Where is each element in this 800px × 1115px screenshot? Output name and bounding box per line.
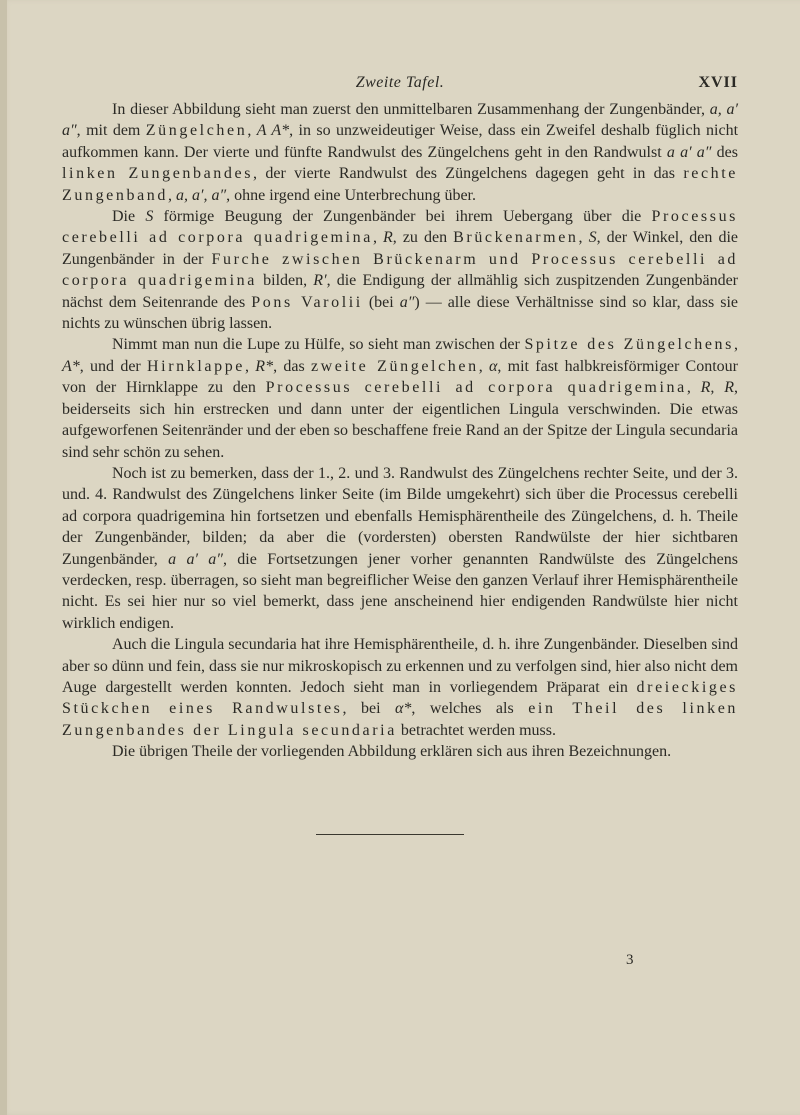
- text-run: des: [711, 143, 738, 161]
- text-run: , zu den: [392, 229, 454, 247]
- text-run: ,: [733, 336, 738, 354]
- text-run: , ohne irgend eine Unterbrechung über.: [226, 186, 476, 204]
- spaced-term: Processus cerebelli ad corpora quadrigemina: [265, 379, 687, 397]
- figure-label: a, a′, a″: [175, 186, 227, 204]
- spaced-term: rechte Zungenband: [62, 165, 738, 204]
- text-run: , der Winkel, den die Zungenbänder in der: [62, 229, 738, 268]
- spaced-term: dreieckiges Stückchen eines Randwulstes: [62, 678, 738, 718]
- page-header: [62, 74, 738, 94]
- text-run: Die übrigen Theile der vorliegenden Abbildung erklären sich aus ihren Bezeichnungen.: [112, 743, 672, 761]
- figure-label: A A*: [256, 122, 290, 140]
- text-run: Nimmt man nun die Lupe zu Hülfe, so sieht man zwischen der: [112, 336, 525, 354]
- spaced-term: Hirnklappe: [147, 357, 246, 375]
- text-run: , mit dem: [76, 122, 146, 140]
- text-run: , das: [273, 357, 311, 375]
- spaced-term: Furche zwischen Brückenarm und Processus cerebelli ad corpora quadrigemina: [62, 250, 739, 290]
- text-run: Die: [112, 208, 146, 226]
- paragraph: [62, 463, 738, 634]
- paragraph: [62, 334, 738, 462]
- figure-label: a″: [399, 293, 415, 311]
- text-run: , der vierte Randwulst des Züngelchens dagegen geht in das: [253, 165, 684, 183]
- paragraph: [62, 206, 738, 334]
- paragraph: [62, 634, 738, 741]
- text-run: , mit fast halbkreisförmiger Contour von der Hirnklappe zu den: [62, 357, 738, 397]
- section-rule: [316, 834, 464, 835]
- text-run: , bei: [342, 700, 396, 718]
- figure-label: A*: [62, 357, 80, 375]
- page-number-roman: XVII: [698, 74, 738, 91]
- text-run: ,: [578, 229, 589, 247]
- figure-label: R*: [255, 357, 274, 375]
- text-run: , welches als: [411, 700, 529, 718]
- spaced-term: Spitze des Züngelchens: [524, 336, 734, 354]
- running-title: Zweite Tafel.: [355, 74, 445, 91]
- figure-label: S: [145, 208, 154, 226]
- text-run: (bei: [362, 293, 400, 311]
- figure-label: a, a′ a″: [62, 101, 739, 140]
- figure-label: a a′ a″: [666, 143, 712, 161]
- signature-mark: 3: [626, 952, 634, 968]
- text-run: , in so unzweideutiger Weise, dass ein Zweifel deshalb füglich nicht aufkommen kann. Der vierte und fünfte Randwulst des Züngelchens geht in den Randwulst: [62, 122, 739, 161]
- spaced-term: zweite Züngelchen: [310, 357, 479, 375]
- text-run: Noch ist zu bemerken, dass der 1., 2. und 3. Randwulst des Züngelchens rechter Seite, und der 3. und. 4. Randwulst des Züngelchens linker Seite (im Bilde umgekehrt) sich über die Processus cerebelli ad corpora quadrigemina hin fortsetzen und ebenfalls Hemisphärentheile des Züngelchens, d. h. Theile der Zungenbänder, bilden; da aber die (vordersten) obersten Randwülste der hier sichtbaren Zungenbänder,: [62, 464, 738, 568]
- text-run: , die Fortsetzungen jener vorher genannten Randwülste des Züngelchens verdecken, resp. überragen, so sieht man begreiflicher Weise den ganzen Verlauf ihrer Hemisphärentheile nicht. Es sei hier nur so viel bemerkt, dass jene anscheinend hier endigenden Randwülste hier nicht wirklich endigen.: [62, 550, 739, 632]
- text-run: In dieser Abbildung sieht man zuerst den unmittelbaren Zusammenhang der Zungenbänder,: [112, 101, 710, 118]
- figure-label: R′: [313, 272, 327, 290]
- figure-label: α: [488, 357, 498, 375]
- text-run: ,: [167, 186, 176, 204]
- text-run: , und der: [79, 357, 148, 375]
- text-run: , die Endigung der allmählig sich zuspitzenden Zungenbänder nächst dem Seitenrande des: [62, 272, 738, 311]
- paragraph: [62, 99, 738, 206]
- text-run: , beiderseits sich hin erstrecken und dann unter der eigentlichen Lingula verschwinden. Die etwas aufgeworfenen Seitenränder und der eben so beschaffene freie Rand an der Spitze der Lingula secundaria sind sehr schön zu sehen.: [62, 379, 738, 461]
- body-text: [62, 99, 738, 763]
- figure-label: R: [383, 229, 393, 247]
- text-run: betrachtet werden muss.: [396, 721, 556, 739]
- figure-label: S: [588, 229, 597, 247]
- spaced-term: Pons Varolii: [251, 293, 363, 311]
- text-run: Auch die Lingula secundaria hat ihre Hemisphärentheile, d. h. ihre Zungenbänder. Dieselben sind aber so dünn und fein, dass sie nur mikroskopisch zu erkennen und zu verfolgen sind, hier also nicht dem Auge dargestellt werden konnten. Jedoch sieht man in vorliegendem Präparat ein: [62, 636, 738, 696]
- text-run: ,: [245, 357, 256, 375]
- text-run: ,: [247, 122, 257, 140]
- spaced-term: linken Zungenbandes: [62, 165, 254, 183]
- figure-label: R, R: [700, 379, 734, 397]
- paragraph: [62, 741, 738, 762]
- spaced-term: ein Theil des linken Zungenbandes der Lingula secundaria: [62, 700, 739, 739]
- text-run: ,: [686, 379, 701, 397]
- figure-label: a a′ a″: [168, 550, 223, 568]
- text-run: ,: [372, 229, 383, 247]
- spaced-term: Brückenarmen: [453, 229, 579, 247]
- page-edge: [0, 0, 7, 1115]
- text-run: bilden,: [256, 272, 314, 290]
- text-run: ,: [478, 357, 489, 375]
- text-run: ) — alle diese Verhältnisse sind so klar, dass sie nichts zu wünschen übrig lassen.: [62, 293, 738, 333]
- spaced-term: Processus cerebelli ad corpora quadrigemina: [62, 208, 739, 247]
- spaced-term: Züngelchen: [145, 122, 248, 140]
- figure-label: α*: [395, 700, 412, 718]
- text-run: förmige Beugung der Zungenbänder bei ihrem Uebergang über die: [153, 208, 652, 226]
